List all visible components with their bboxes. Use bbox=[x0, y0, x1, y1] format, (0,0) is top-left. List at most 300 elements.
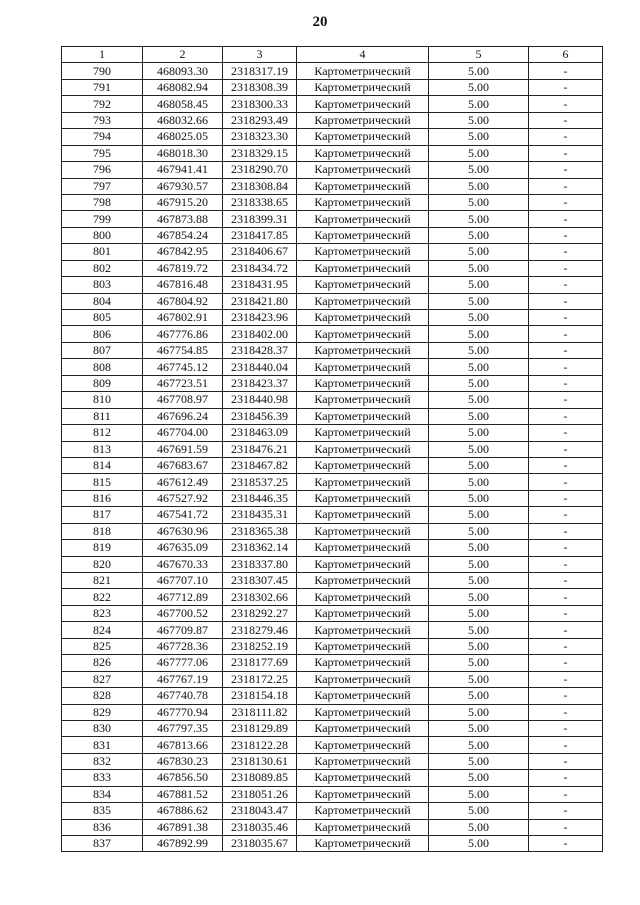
x-coordinate-cell: 467804.92 bbox=[143, 293, 223, 309]
method-cell: Картометрический bbox=[297, 622, 429, 638]
accuracy-cell: 5.00 bbox=[429, 622, 529, 638]
method-cell: Картометрический bbox=[297, 589, 429, 605]
table-row bbox=[62, 425, 603, 441]
table-row bbox=[62, 457, 603, 473]
method-cell: Картометрический bbox=[297, 441, 429, 457]
y-coordinate-cell: 2318456.39 bbox=[223, 408, 297, 424]
method-cell: Картометрический bbox=[297, 573, 429, 589]
point-number-cell: 822 bbox=[62, 589, 143, 605]
note-cell: - bbox=[529, 408, 603, 424]
x-coordinate-cell: 467740.78 bbox=[143, 688, 223, 704]
note-cell: - bbox=[529, 573, 603, 589]
table-row bbox=[62, 507, 603, 523]
method-cell: Картометрический bbox=[297, 359, 429, 375]
accuracy-cell: 5.00 bbox=[429, 194, 529, 210]
y-coordinate-cell: 2318467.82 bbox=[223, 457, 297, 473]
point-number-cell: 837 bbox=[62, 836, 143, 852]
method-cell: Картометрический bbox=[297, 392, 429, 408]
x-coordinate-cell: 467856.50 bbox=[143, 770, 223, 786]
point-number-cell: 836 bbox=[62, 819, 143, 835]
y-coordinate-cell: 2318423.37 bbox=[223, 375, 297, 391]
x-coordinate-cell: 467802.91 bbox=[143, 310, 223, 326]
x-coordinate-cell: 467691.59 bbox=[143, 441, 223, 457]
table-row bbox=[62, 523, 603, 539]
point-number-cell: 833 bbox=[62, 770, 143, 786]
note-cell: - bbox=[529, 819, 603, 835]
point-number-cell: 792 bbox=[62, 96, 143, 112]
method-cell: Картометрический bbox=[297, 162, 429, 178]
note-cell: - bbox=[529, 474, 603, 490]
x-coordinate-cell: 467541.72 bbox=[143, 507, 223, 523]
x-coordinate-cell: 467881.52 bbox=[143, 786, 223, 802]
note-cell: - bbox=[529, 425, 603, 441]
x-coordinate-cell: 467527.92 bbox=[143, 490, 223, 506]
accuracy-cell: 5.00 bbox=[429, 605, 529, 621]
y-coordinate-cell: 2318537.25 bbox=[223, 474, 297, 490]
note-cell: - bbox=[529, 194, 603, 210]
table-row bbox=[62, 63, 603, 79]
x-coordinate-cell: 467670.33 bbox=[143, 556, 223, 572]
point-number-cell: 791 bbox=[62, 79, 143, 95]
y-coordinate-cell: 2318290.70 bbox=[223, 162, 297, 178]
y-coordinate-cell: 2318362.14 bbox=[223, 540, 297, 556]
y-coordinate-cell: 2318035.67 bbox=[223, 836, 297, 852]
point-number-cell: 804 bbox=[62, 293, 143, 309]
method-cell: Картометрический bbox=[297, 720, 429, 736]
method-cell: Картометрический bbox=[297, 655, 429, 671]
note-cell: - bbox=[529, 79, 603, 95]
x-coordinate-cell: 467777.06 bbox=[143, 655, 223, 671]
accuracy-cell: 5.00 bbox=[429, 63, 529, 79]
method-cell: Картометрический bbox=[297, 425, 429, 441]
x-coordinate-cell: 467891.38 bbox=[143, 819, 223, 835]
x-coordinate-cell: 467612.49 bbox=[143, 474, 223, 490]
note-cell: - bbox=[529, 145, 603, 161]
accuracy-cell: 5.00 bbox=[429, 556, 529, 572]
table-row bbox=[62, 441, 603, 457]
accuracy-cell: 5.00 bbox=[429, 770, 529, 786]
column-header: 1 bbox=[62, 47, 143, 63]
accuracy-cell: 5.00 bbox=[429, 408, 529, 424]
point-number-cell: 820 bbox=[62, 556, 143, 572]
method-cell: Картометрический bbox=[297, 342, 429, 358]
method-cell: Картометрический bbox=[297, 145, 429, 161]
note-cell: - bbox=[529, 507, 603, 523]
table-row bbox=[62, 227, 603, 243]
point-number-cell: 802 bbox=[62, 260, 143, 276]
point-number-cell: 799 bbox=[62, 211, 143, 227]
x-coordinate-cell: 467930.57 bbox=[143, 178, 223, 194]
table-row bbox=[62, 408, 603, 424]
column-header: 6 bbox=[529, 47, 603, 63]
table-row bbox=[62, 310, 603, 326]
x-coordinate-cell: 467704.00 bbox=[143, 425, 223, 441]
y-coordinate-cell: 2318317.19 bbox=[223, 63, 297, 79]
note-cell: - bbox=[529, 457, 603, 473]
column-header: 3 bbox=[223, 47, 297, 63]
method-cell: Картометрический bbox=[297, 803, 429, 819]
note-cell: - bbox=[529, 737, 603, 753]
table-row bbox=[62, 622, 603, 638]
x-coordinate-cell: 467708.97 bbox=[143, 392, 223, 408]
point-number-cell: 813 bbox=[62, 441, 143, 457]
note-cell: - bbox=[529, 490, 603, 506]
x-coordinate-cell: 467816.48 bbox=[143, 277, 223, 293]
method-cell: Картометрический bbox=[297, 836, 429, 852]
y-coordinate-cell: 2318111.82 bbox=[223, 704, 297, 720]
table-row bbox=[62, 326, 603, 342]
note-cell: - bbox=[529, 178, 603, 194]
accuracy-cell: 5.00 bbox=[429, 753, 529, 769]
point-number-cell: 814 bbox=[62, 457, 143, 473]
x-coordinate-cell: 467635.09 bbox=[143, 540, 223, 556]
table-row bbox=[62, 79, 603, 95]
table-row bbox=[62, 277, 603, 293]
x-coordinate-cell: 467630.96 bbox=[143, 523, 223, 539]
method-cell: Картометрический bbox=[297, 671, 429, 687]
accuracy-cell: 5.00 bbox=[429, 79, 529, 95]
x-coordinate-cell: 467770.94 bbox=[143, 704, 223, 720]
note-cell: - bbox=[529, 638, 603, 654]
y-coordinate-cell: 2318051.26 bbox=[223, 786, 297, 802]
y-coordinate-cell: 2318308.84 bbox=[223, 178, 297, 194]
point-number-cell: 831 bbox=[62, 737, 143, 753]
point-number-cell: 801 bbox=[62, 244, 143, 260]
x-coordinate-cell: 467776.86 bbox=[143, 326, 223, 342]
y-coordinate-cell: 2318292.27 bbox=[223, 605, 297, 621]
accuracy-cell: 5.00 bbox=[429, 441, 529, 457]
table-row bbox=[62, 129, 603, 145]
x-coordinate-cell: 467712.89 bbox=[143, 589, 223, 605]
point-number-cell: 817 bbox=[62, 507, 143, 523]
note-cell: - bbox=[529, 770, 603, 786]
accuracy-cell: 5.00 bbox=[429, 310, 529, 326]
table-row bbox=[62, 474, 603, 490]
x-coordinate-cell: 467842.95 bbox=[143, 244, 223, 260]
method-cell: Картометрический bbox=[297, 638, 429, 654]
y-coordinate-cell: 2318406.67 bbox=[223, 244, 297, 260]
method-cell: Картометрический bbox=[297, 523, 429, 539]
point-number-cell: 829 bbox=[62, 704, 143, 720]
table-row bbox=[62, 819, 603, 835]
table-row bbox=[62, 770, 603, 786]
x-coordinate-cell: 467707.10 bbox=[143, 573, 223, 589]
table-row bbox=[62, 605, 603, 621]
y-coordinate-cell: 2318417.85 bbox=[223, 227, 297, 243]
x-coordinate-cell: 467767.19 bbox=[143, 671, 223, 687]
x-coordinate-cell: 467892.99 bbox=[143, 836, 223, 852]
accuracy-cell: 5.00 bbox=[429, 737, 529, 753]
method-cell: Картометрический bbox=[297, 227, 429, 243]
method-cell: Картометрический bbox=[297, 79, 429, 95]
method-cell: Картометрический bbox=[297, 737, 429, 753]
y-coordinate-cell: 2318279.46 bbox=[223, 622, 297, 638]
x-coordinate-cell: 467873.88 bbox=[143, 211, 223, 227]
point-number-cell: 825 bbox=[62, 638, 143, 654]
y-coordinate-cell: 2318399.31 bbox=[223, 211, 297, 227]
y-coordinate-cell: 2318122.28 bbox=[223, 737, 297, 753]
note-cell: - bbox=[529, 359, 603, 375]
point-number-cell: 811 bbox=[62, 408, 143, 424]
note-cell: - bbox=[529, 129, 603, 145]
accuracy-cell: 5.00 bbox=[429, 540, 529, 556]
x-coordinate-cell: 468058.45 bbox=[143, 96, 223, 112]
accuracy-cell: 5.00 bbox=[429, 277, 529, 293]
accuracy-cell: 5.00 bbox=[429, 490, 529, 506]
table-row bbox=[62, 375, 603, 391]
x-coordinate-cell: 467723.51 bbox=[143, 375, 223, 391]
point-number-cell: 790 bbox=[62, 63, 143, 79]
point-number-cell: 805 bbox=[62, 310, 143, 326]
y-coordinate-cell: 2318463.09 bbox=[223, 425, 297, 441]
accuracy-cell: 5.00 bbox=[429, 638, 529, 654]
method-cell: Картометрический bbox=[297, 786, 429, 802]
y-coordinate-cell: 2318252.19 bbox=[223, 638, 297, 654]
accuracy-cell: 5.00 bbox=[429, 211, 529, 227]
x-coordinate-cell: 467941.41 bbox=[143, 162, 223, 178]
y-coordinate-cell: 2318308.39 bbox=[223, 79, 297, 95]
accuracy-cell: 5.00 bbox=[429, 523, 529, 539]
accuracy-cell: 5.00 bbox=[429, 326, 529, 342]
page-number: 20 bbox=[312, 14, 328, 30]
x-coordinate-cell: 468025.05 bbox=[143, 129, 223, 145]
note-cell: - bbox=[529, 556, 603, 572]
y-coordinate-cell: 2318300.33 bbox=[223, 96, 297, 112]
method-cell: Картометрический bbox=[297, 293, 429, 309]
point-number-cell: 819 bbox=[62, 540, 143, 556]
y-coordinate-cell: 2318035.46 bbox=[223, 819, 297, 835]
point-number-cell: 826 bbox=[62, 655, 143, 671]
y-coordinate-cell: 2318434.72 bbox=[223, 260, 297, 276]
x-coordinate-cell: 468082.94 bbox=[143, 79, 223, 95]
table-row bbox=[62, 556, 603, 572]
accuracy-cell: 5.00 bbox=[429, 589, 529, 605]
point-number-cell: 810 bbox=[62, 392, 143, 408]
coordinates-table bbox=[61, 46, 603, 852]
point-number-cell: 828 bbox=[62, 688, 143, 704]
accuracy-cell: 5.00 bbox=[429, 392, 529, 408]
method-cell: Картометрический bbox=[297, 704, 429, 720]
note-cell: - bbox=[529, 786, 603, 802]
note-cell: - bbox=[529, 96, 603, 112]
table-row bbox=[62, 244, 603, 260]
x-coordinate-cell: 467854.24 bbox=[143, 227, 223, 243]
note-cell: - bbox=[529, 211, 603, 227]
y-coordinate-cell: 2318440.04 bbox=[223, 359, 297, 375]
point-number-cell: 793 bbox=[62, 112, 143, 128]
note-cell: - bbox=[529, 720, 603, 736]
method-cell: Картометрический bbox=[297, 605, 429, 621]
point-number-cell: 816 bbox=[62, 490, 143, 506]
table-row bbox=[62, 293, 603, 309]
point-number-cell: 794 bbox=[62, 129, 143, 145]
accuracy-cell: 5.00 bbox=[429, 457, 529, 473]
table-row bbox=[62, 96, 603, 112]
table-row bbox=[62, 688, 603, 704]
method-cell: Картометрический bbox=[297, 129, 429, 145]
table-row bbox=[62, 671, 603, 687]
note-cell: - bbox=[529, 622, 603, 638]
y-coordinate-cell: 2318172.25 bbox=[223, 671, 297, 687]
note-cell: - bbox=[529, 326, 603, 342]
note-cell: - bbox=[529, 605, 603, 621]
table-row bbox=[62, 490, 603, 506]
method-cell: Картометрический bbox=[297, 770, 429, 786]
method-cell: Картометрический bbox=[297, 310, 429, 326]
table-row bbox=[62, 836, 603, 852]
table-row bbox=[62, 803, 603, 819]
note-cell: - bbox=[529, 375, 603, 391]
point-number-cell: 797 bbox=[62, 178, 143, 194]
x-coordinate-cell: 467813.66 bbox=[143, 737, 223, 753]
method-cell: Картометрический bbox=[297, 244, 429, 260]
method-cell: Картометрический bbox=[297, 408, 429, 424]
x-coordinate-cell: 467915.20 bbox=[143, 194, 223, 210]
note-cell: - bbox=[529, 540, 603, 556]
note-cell: - bbox=[529, 753, 603, 769]
table-row bbox=[62, 342, 603, 358]
point-number-cell: 808 bbox=[62, 359, 143, 375]
point-number-cell: 834 bbox=[62, 786, 143, 802]
method-cell: Картометрический bbox=[297, 474, 429, 490]
point-number-cell: 812 bbox=[62, 425, 143, 441]
y-coordinate-cell: 2318428.37 bbox=[223, 342, 297, 358]
point-number-cell: 806 bbox=[62, 326, 143, 342]
method-cell: Картометрический bbox=[297, 753, 429, 769]
note-cell: - bbox=[529, 704, 603, 720]
x-coordinate-cell: 467696.24 bbox=[143, 408, 223, 424]
table-row bbox=[62, 720, 603, 736]
method-cell: Картометрический bbox=[297, 96, 429, 112]
method-cell: Картометрический bbox=[297, 556, 429, 572]
x-coordinate-cell: 467797.35 bbox=[143, 720, 223, 736]
table-row bbox=[62, 638, 603, 654]
table-row bbox=[62, 162, 603, 178]
column-header: 2 bbox=[143, 47, 223, 63]
accuracy-cell: 5.00 bbox=[429, 145, 529, 161]
note-cell: - bbox=[529, 260, 603, 276]
accuracy-cell: 5.00 bbox=[429, 573, 529, 589]
point-number-cell: 827 bbox=[62, 671, 143, 687]
point-number-cell: 832 bbox=[62, 753, 143, 769]
y-coordinate-cell: 2318446.35 bbox=[223, 490, 297, 506]
method-cell: Картометрический bbox=[297, 457, 429, 473]
x-coordinate-cell: 467886.62 bbox=[143, 803, 223, 819]
point-number-cell: 830 bbox=[62, 720, 143, 736]
table-row bbox=[62, 737, 603, 753]
table-row bbox=[62, 753, 603, 769]
x-coordinate-cell: 467745.12 bbox=[143, 359, 223, 375]
point-number-cell: 798 bbox=[62, 194, 143, 210]
x-coordinate-cell: 467754.85 bbox=[143, 342, 223, 358]
accuracy-cell: 5.00 bbox=[429, 688, 529, 704]
point-number-cell: 807 bbox=[62, 342, 143, 358]
y-coordinate-cell: 2318402.00 bbox=[223, 326, 297, 342]
point-number-cell: 818 bbox=[62, 523, 143, 539]
x-coordinate-cell: 468018.30 bbox=[143, 145, 223, 161]
point-number-cell: 824 bbox=[62, 622, 143, 638]
y-coordinate-cell: 2318423.96 bbox=[223, 310, 297, 326]
table-row bbox=[62, 260, 603, 276]
y-coordinate-cell: 2318338.65 bbox=[223, 194, 297, 210]
y-coordinate-cell: 2318302.66 bbox=[223, 589, 297, 605]
method-cell: Картометрический bbox=[297, 540, 429, 556]
accuracy-cell: 5.00 bbox=[429, 244, 529, 260]
note-cell: - bbox=[529, 441, 603, 457]
accuracy-cell: 5.00 bbox=[429, 836, 529, 852]
accuracy-cell: 5.00 bbox=[429, 671, 529, 687]
x-coordinate-cell: 468093.30 bbox=[143, 63, 223, 79]
y-coordinate-cell: 2318293.49 bbox=[223, 112, 297, 128]
method-cell: Картометрический bbox=[297, 178, 429, 194]
note-cell: - bbox=[529, 63, 603, 79]
method-cell: Картометрический bbox=[297, 819, 429, 835]
method-cell: Картометрический bbox=[297, 260, 429, 276]
y-coordinate-cell: 2318440.98 bbox=[223, 392, 297, 408]
point-number-cell: 803 bbox=[62, 277, 143, 293]
table-row bbox=[62, 359, 603, 375]
y-coordinate-cell: 2318337.80 bbox=[223, 556, 297, 572]
table-row bbox=[62, 704, 603, 720]
method-cell: Картометрический bbox=[297, 63, 429, 79]
y-coordinate-cell: 2318329.15 bbox=[223, 145, 297, 161]
y-coordinate-cell: 2318421.80 bbox=[223, 293, 297, 309]
accuracy-cell: 5.00 bbox=[429, 96, 529, 112]
y-coordinate-cell: 2318177.69 bbox=[223, 655, 297, 671]
y-coordinate-cell: 2318130.61 bbox=[223, 753, 297, 769]
note-cell: - bbox=[529, 162, 603, 178]
y-coordinate-cell: 2318043.47 bbox=[223, 803, 297, 819]
accuracy-cell: 5.00 bbox=[429, 474, 529, 490]
column-header: 5 bbox=[429, 47, 529, 63]
point-number-cell: 800 bbox=[62, 227, 143, 243]
x-coordinate-cell: 467709.87 bbox=[143, 622, 223, 638]
x-coordinate-cell: 467700.52 bbox=[143, 605, 223, 621]
table-row bbox=[62, 112, 603, 128]
note-cell: - bbox=[529, 342, 603, 358]
point-number-cell: 796 bbox=[62, 162, 143, 178]
column-header: 4 bbox=[297, 47, 429, 63]
accuracy-cell: 5.00 bbox=[429, 162, 529, 178]
x-coordinate-cell: 467819.72 bbox=[143, 260, 223, 276]
accuracy-cell: 5.00 bbox=[429, 655, 529, 671]
accuracy-cell: 5.00 bbox=[429, 178, 529, 194]
point-number-cell: 835 bbox=[62, 803, 143, 819]
method-cell: Картометрический bbox=[297, 277, 429, 293]
note-cell: - bbox=[529, 836, 603, 852]
note-cell: - bbox=[529, 671, 603, 687]
y-coordinate-cell: 2318307.45 bbox=[223, 573, 297, 589]
method-cell: Картометрический bbox=[297, 211, 429, 227]
accuracy-cell: 5.00 bbox=[429, 720, 529, 736]
table-row bbox=[62, 392, 603, 408]
table-row bbox=[62, 573, 603, 589]
method-cell: Картометрический bbox=[297, 112, 429, 128]
accuracy-cell: 5.00 bbox=[429, 129, 529, 145]
table-row bbox=[62, 786, 603, 802]
note-cell: - bbox=[529, 688, 603, 704]
method-cell: Картометрический bbox=[297, 194, 429, 210]
note-cell: - bbox=[529, 392, 603, 408]
y-coordinate-cell: 2318476.21 bbox=[223, 441, 297, 457]
table-row bbox=[62, 178, 603, 194]
method-cell: Картометрический bbox=[297, 326, 429, 342]
table-row bbox=[62, 194, 603, 210]
x-coordinate-cell: 467683.67 bbox=[143, 457, 223, 473]
table-header-row bbox=[62, 47, 603, 63]
accuracy-cell: 5.00 bbox=[429, 803, 529, 819]
accuracy-cell: 5.00 bbox=[429, 786, 529, 802]
